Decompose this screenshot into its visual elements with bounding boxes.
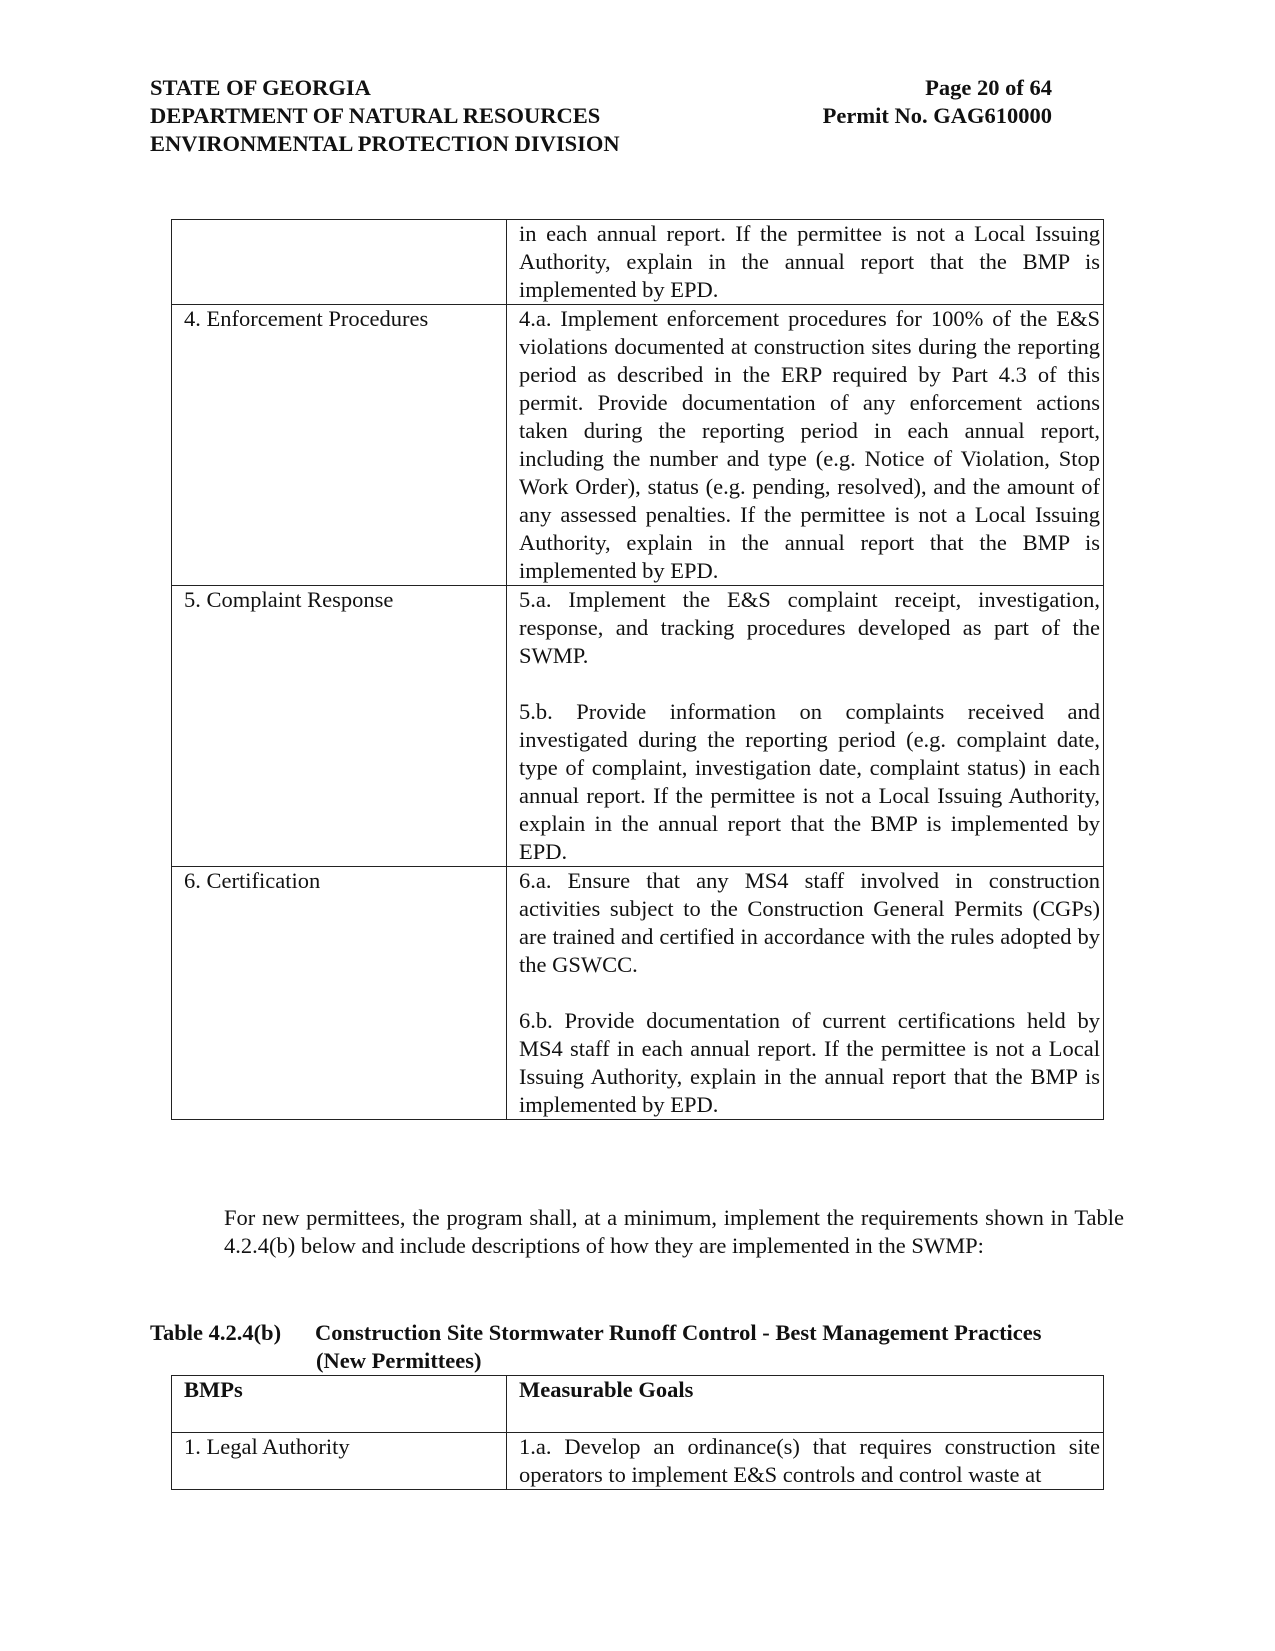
header-line: ENVIRONMENTAL PROTECTION DIVISION	[150, 131, 620, 156]
bmp-label: 5. Complaint Response	[184, 587, 394, 612]
bmp-cell	[172, 220, 507, 305]
table-row	[172, 867, 1104, 1120]
bmp-table-new	[171, 1375, 1104, 1490]
table-title: Construction Site Stormwater Runoff Control - Best Management Practices	[315, 1320, 1042, 1345]
table-row	[172, 586, 1104, 867]
header-line: DEPARTMENT OF NATURAL RESOURCES	[150, 103, 601, 128]
table-row	[172, 220, 1104, 305]
table-number: Table 4.2.4(b)	[150, 1320, 282, 1345]
goal-cell	[507, 867, 1104, 1120]
table-header-row	[172, 1376, 1104, 1433]
bmp-label: 1. Legal Authority	[184, 1434, 350, 1459]
goal-cell	[507, 220, 1104, 305]
goal-cell	[507, 586, 1104, 867]
goal-text: 5.b. Provide information on complaints received and investigated during the reporting period (e.g. complaint date, type of complaint, investigation date, complaint status) in each annual report. If the permittee is not a Local Issuing Authority, explain in the annual report that the BMP is implemented by EPD.	[519, 699, 1100, 864]
bmp-table-existing	[171, 219, 1104, 1120]
column-header-bmps: BMPs	[184, 1377, 243, 1402]
goal-text: in each annual report. If the permittee is not a Local Issuing Authority, explain in the annual report that the BMP is implemented by EPD.	[519, 221, 1100, 302]
table-row	[172, 305, 1104, 586]
goal-text: 1.a. Develop an ordinance(s) that requires construction site operators to implement E&S controls and control waste at	[519, 1434, 1100, 1487]
table-title-continuation: (New Permittees)	[316, 1348, 482, 1373]
bmp-label: 6. Certification	[184, 868, 321, 893]
bmp-cell	[172, 867, 507, 1120]
bmp-cell	[172, 1433, 507, 1490]
goal-text: 6.a. Ensure that any MS4 staff involved in construction activities subject to the Construction General Permits (CGPs) are trained and certified in accordance with the rules adopted by the GSWCC.	[519, 868, 1100, 977]
goal-cell	[507, 1433, 1104, 1490]
goal-text: 6.b. Provide documentation of current certifications held by MS4 staff in each annual report. If the permittee is not a Local Issuing Authority, explain in the annual report that the BMP is implemented by EPD.	[519, 1008, 1100, 1117]
permit-number: Permit No. GAG610000	[822, 103, 1052, 128]
goal-text: 5.a. Implement the E&S complaint receipt, investigation, response, and tracking procedures developed as part of the SWMP.	[519, 587, 1100, 668]
header-line: STATE OF GEORGIA	[150, 75, 371, 100]
header-cell	[172, 1376, 507, 1433]
table-row	[172, 1433, 1104, 1490]
column-header-goals: Measurable Goals	[519, 1377, 694, 1402]
goal-cell	[507, 305, 1104, 586]
body-paragraph: For new permittees, the program shall, at a minimum, implement the requirements shown in Table 4.2.4(b) below and include descriptions of how they are implemented in the SWMP:	[224, 1205, 1124, 1258]
bmp-cell	[172, 586, 507, 867]
table-caption	[150, 1319, 1130, 1375]
document-header-right	[790, 74, 1052, 130]
header-cell	[507, 1376, 1104, 1433]
page-number: Page 20 of 64	[925, 75, 1052, 100]
bmp-label: 4. Enforcement Procedures	[184, 306, 429, 331]
bmp-cell	[172, 305, 507, 586]
document-header-left	[150, 74, 620, 158]
goal-text: 4.a. Implement enforcement procedures for 100% of the E&S violations documented at construction sites during the reporting period as described in the ERP required by Part 4.3 of this permit. Provide documentation of any enforcement actions taken during the reporting period in each annual report, including the number and type (e.g. Notice of Violation, Stop Work Order), status (e.g. pending, resolved), and the amount of any assessed penalties. If the permittee is not a Local Issuing Authority, explain in the annual report that the BMP is implemented by EPD.	[519, 306, 1100, 583]
